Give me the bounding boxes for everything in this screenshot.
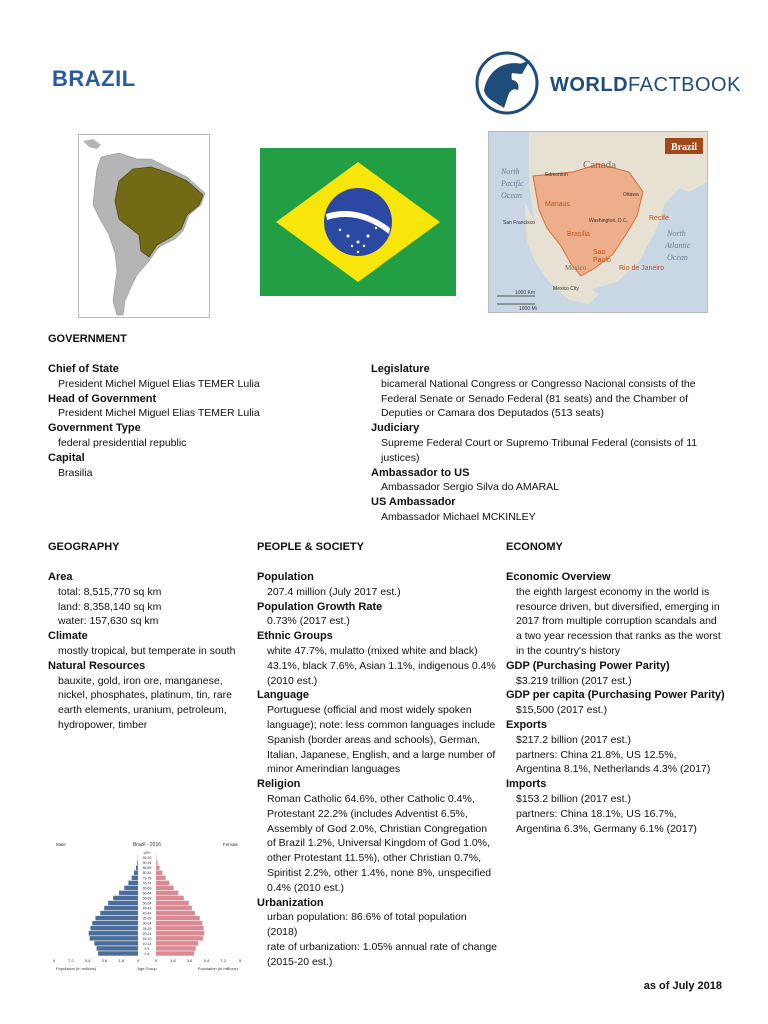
pyramid-bar-male (136, 865, 138, 869)
climate: Climate mostly tropical, but temperate in south (48, 630, 236, 657)
pyramid-bar-male (92, 921, 138, 925)
pyramid-bar-female (156, 941, 198, 945)
pyramid-bar-male (113, 896, 138, 900)
gdp-per-capita: GDP per capita (Purchasing Power Parity) $15,500 (2017 est.) (506, 689, 725, 717)
pyramid-age-label: 35-39 (142, 916, 152, 921)
map-scale: 1000 Km (515, 290, 536, 296)
map-city: Ocean (667, 253, 688, 262)
map-city: Canada (583, 159, 616, 171)
map-city: Manaus (545, 201, 570, 208)
pyramid-tick-male: 0 (136, 958, 140, 963)
logo-wordmark: WORLDFACTBOOK (550, 74, 741, 96)
flag-graphic (260, 148, 456, 296)
map-city: San Francisco (503, 220, 535, 226)
pyramid-xlabel-right: Population (in millions) (197, 966, 238, 971)
pyramid-bar-male (132, 876, 138, 880)
pyramid-bar-female (156, 906, 192, 910)
map-city: Sao (593, 249, 606, 256)
pyramid-age-label: 45-49 (142, 906, 152, 911)
pyramid-tick-female: 7.2 (220, 958, 226, 963)
pyramid-bar-male (104, 906, 138, 910)
pyramid-bar-female (156, 931, 204, 935)
pyramid-bar-female (156, 936, 203, 940)
pyramid-tick-male: 5.4 (84, 958, 91, 963)
pyramid-tick-male: 1.8 (118, 958, 124, 963)
pyramid-age-label: 90-94 (142, 861, 152, 866)
head-of-government: Head of Government President Michel Miguel Elias TEMER Lulia (48, 392, 260, 420)
people-heading: PEOPLE & SOCIETY (257, 541, 364, 553)
pyramid-tick-male: 7.2 (68, 958, 74, 963)
natural-resources: Natural Resources bauxite, gold, iron ore, manganese, nickel, phosphates, platinum, tin, rare earth elements, uranium, petroleum, hydropower, timber (48, 659, 232, 731)
exports: Exports $217.2 billion (2017 est.) partners: China 21.8%, US 12.5%, Argentina 8.1%, Netherlands 4.3% (2017) (506, 718, 711, 776)
pyramid-age-label: 50-54 (142, 901, 152, 906)
pyramid-female-label: Female (222, 842, 238, 847)
legislature: Legislature bicameral National Congress or Congresso Nacional consists of the Federal Senate or Senado Federal (81 seats) and the Chamber of Deputies or Camara dos Deputados (513 seats) (371, 363, 696, 420)
government-right (371, 362, 731, 525)
pyramid-age-label: 100+ (143, 851, 151, 856)
chief-of-state: Chief of State President Michel Miguel Elias TEMER Lulia (48, 363, 260, 390)
pyramid-bar-female (156, 870, 162, 874)
map-city: Pacific (501, 179, 524, 188)
map-city: Paulo (593, 257, 611, 264)
geography-column (48, 570, 248, 733)
flag-brazil (260, 148, 456, 296)
map-city: Rio de Janeiro (619, 265, 665, 272)
gdp-ppp: GDP (Purchasing Power Parity) $3.219 trillion (2017 est.) (506, 659, 670, 687)
pyramid-bar-female (156, 926, 204, 930)
pyramid-bar-female (156, 876, 166, 880)
map-label: Brazil (670, 142, 698, 153)
language: Language Portuguese (official and most widely spoken language); note: less common languages include Spanish (border areas and schools), German, Italian, Japanese, English, and a large number of minor Amerindian languages (257, 689, 496, 776)
ethnic-groups: Ethnic Groups white 47.7%, mulatto (mixed white and black) 43.1%, black 7.6%, Asian 1.1%, indigenous 0.4% (2010 est.) (257, 630, 496, 687)
page-title: BRAZIL (52, 66, 136, 91)
pyramid-tick-female: 9 (238, 958, 242, 963)
pyramid-bar-male (119, 891, 138, 895)
pyramid-age-label: 5-9 (144, 946, 150, 951)
capital: Capital Brasilia (48, 451, 93, 479)
pyramid-xlabel-left: Population (in millions) (56, 966, 97, 971)
pyramid-bar-male (90, 936, 138, 940)
pyramid-bar-male (98, 951, 138, 955)
religion: Religion Roman Catholic 64.6%, other Catholic 0.4%, Protestant 22.2% (includes Adventist 6.5%, Assembly of God 2.0%, Christian Congregation of Brazil 1.2%, Universal Kingdom of God 1.0%, other Protestant 11.5%), other Christian 0.7%, Spiritist 2.2%, other 1.4%, none 8%, unspecified 0.4% (2010 est.) (257, 778, 492, 894)
pyramid-age-label: 95-99 (142, 856, 152, 861)
pyramid-bar-female (156, 946, 196, 950)
population-pyramid (52, 838, 242, 974)
government-heading: GOVERNMENT (48, 333, 127, 345)
map-city: Ocean (501, 191, 522, 200)
government-type: Government Type federal presidential republic (48, 422, 187, 449)
pyramid-title: Brazil - 2016 (132, 842, 162, 848)
map-city: Mexico (565, 264, 587, 272)
population: Population 207.4 million (July 2017 est.) (257, 571, 401, 598)
pyramid-age-label: 65-69 (142, 886, 152, 891)
pyramid-tick-female: 0 (154, 958, 158, 963)
judiciary: Judiciary Supreme Federal Court or Supremo Tribunal Federal (consists of 11 justices) (371, 422, 698, 464)
pyramid-age-label: 60-64 (142, 891, 152, 896)
pyramid-bar-male (134, 870, 138, 874)
map-city: Atlantic (665, 241, 691, 250)
pyramid-bar-female (156, 921, 202, 925)
pyramid-age-label: 40-44 (142, 911, 152, 916)
pyramid-tick-female: 3.6 (186, 958, 193, 963)
pyramid-bar-female (156, 891, 178, 895)
pyramid-bar-male (97, 946, 138, 950)
ambassador-to-us: Ambassador to US Ambassador Sergio Silva do AMARAL (371, 466, 560, 494)
us-ambassador: US Ambassador Ambassador Michael MCKINLEY (371, 496, 536, 523)
pyramid-bar-male (137, 860, 138, 864)
pyramid-bar-male (95, 916, 138, 920)
map-city: Brasilia (567, 231, 590, 238)
pyramid-tick-male: 9 (52, 958, 56, 963)
map-city: Mexico City (553, 286, 579, 292)
pyramid-age-label: 75-79 (142, 876, 152, 881)
as-of-date: as of July 2018 (643, 980, 722, 992)
pyramid-age-label: 20-24 (142, 931, 152, 936)
comparison-map (488, 131, 708, 313)
economy-heading: ECONOMY (506, 541, 563, 553)
pyramid-bar-female (156, 896, 184, 900)
pyramid-bar-male (94, 941, 138, 945)
pyramid-bar-male (89, 931, 138, 935)
comparison-map-graphic (489, 132, 707, 312)
population-pyramid-chart (52, 838, 242, 974)
pyramid-male-label: Male (56, 842, 66, 847)
map-city: North (667, 229, 686, 238)
pyramid-age-label: 70-74 (142, 881, 152, 886)
map-city: Recife (649, 215, 669, 222)
economy-column (506, 570, 736, 836)
map-scale: 1000 Mi (519, 306, 537, 312)
pyramid-bar-female (156, 911, 195, 915)
urbanization: Urbanization urban population: 86.6% of total population (2018) rate of urbanization: 1.05% annual rate of change (2015-20 est.) (257, 896, 497, 968)
pyramid-age-label: 0-4 (144, 952, 150, 956)
pyramid-bar-male (100, 911, 138, 915)
pyramid-bar-female (156, 865, 160, 869)
pyramid-bar-male (108, 901, 138, 905)
pyramid-bar-female (156, 860, 157, 864)
pyramid-bar-female (156, 916, 200, 920)
pyramid-age-label: 85-89 (142, 866, 152, 871)
pyramid-bar-male (128, 881, 138, 885)
map-city: Washington, D.C. (589, 218, 628, 224)
population-growth-rate: Population Growth Rate 0.73% (2017 est.) (257, 600, 383, 628)
pyramid-xlabel-mid: Age Group (137, 966, 157, 971)
pyramid-age-label: 25-29 (142, 926, 152, 931)
pyramid-bar-female (156, 881, 169, 885)
map-city: North (501, 167, 520, 176)
pyramid-age-label: 15-19 (142, 936, 152, 941)
area: Area total: 8,515,770 sq km land: 8,358,140 sq km water: 157,630 sq km (48, 571, 162, 628)
people-column (257, 570, 497, 970)
pyramid-bar-female (156, 951, 194, 955)
pyramid-tick-female: 1.8 (170, 958, 176, 963)
government-left (48, 362, 348, 480)
pyramid-age-label: 55-59 (142, 896, 152, 901)
pyramid-tick-male: 3.6 (101, 958, 108, 963)
economic-overview: Economic Overview the eighth largest economy in the world is resource driven, but diversified, emerging in 2017 from multiple corruption scandals and a two year recession that ranks as the worst in the country's history (506, 571, 721, 657)
south-america-map (79, 135, 209, 317)
pyramid-age-label: 10-14 (142, 941, 152, 946)
pyramid-age-label: 30-34 (142, 921, 152, 926)
pyramid-bar-male (90, 926, 138, 930)
imports: Imports $153.2 billion (2017 est.) partners: China 18.1%, US 16.7%, Argentina 6.3%, Germany 6.1% (2017) (506, 778, 697, 835)
map-city: Edmonton (545, 172, 568, 178)
pyramid-bar-male (124, 886, 138, 890)
pyramid-tick-female: 5.4 (203, 958, 210, 963)
pyramid-bar-female (156, 886, 174, 890)
pyramid-age-label: 80-84 (142, 871, 152, 876)
geography-heading: GEOGRAPHY (48, 541, 120, 553)
locator-map (78, 134, 210, 318)
pyramid-bar-female (156, 901, 189, 905)
map-city: Ottawa (623, 192, 639, 198)
